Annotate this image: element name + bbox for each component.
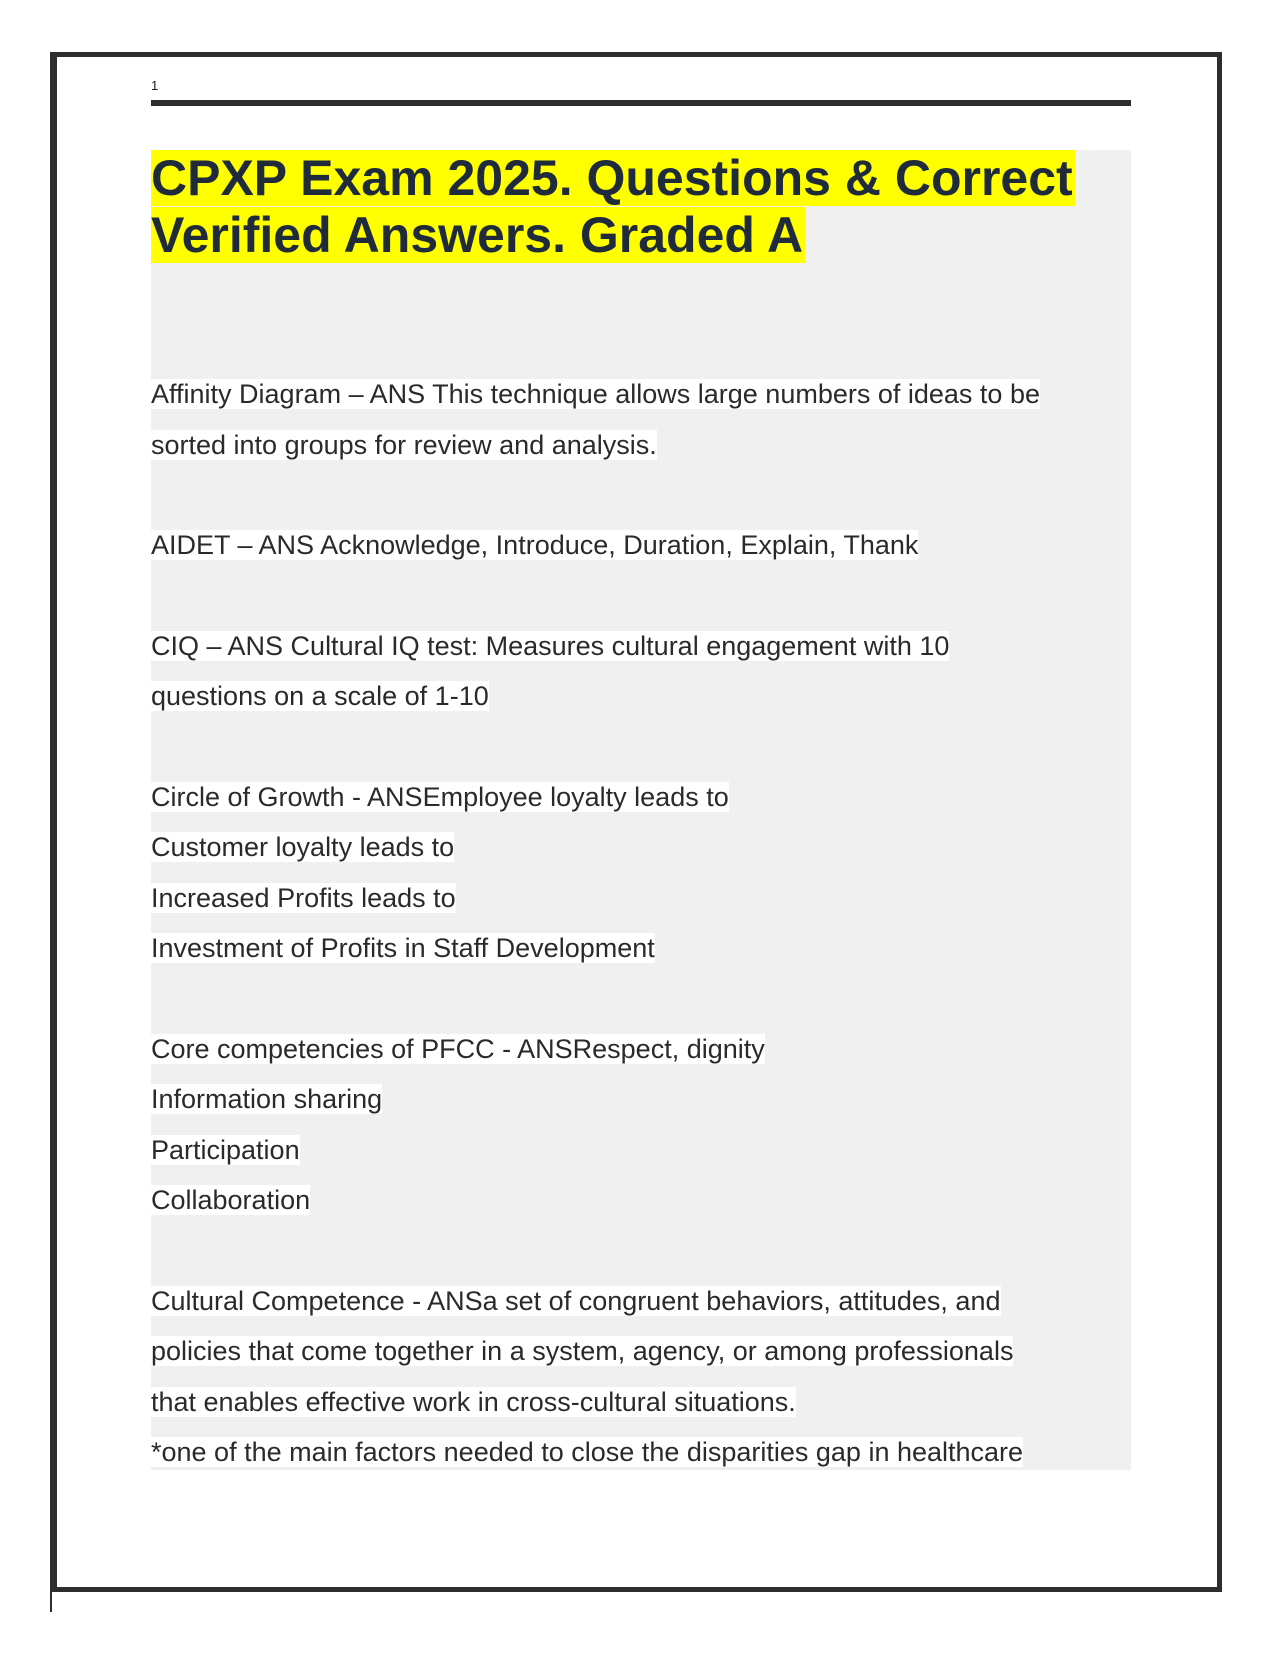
- entry-text: Investment of Profits in Staff Development: [151, 933, 655, 963]
- entry-line: [151, 923, 1131, 974]
- entry-line: [151, 1377, 1131, 1428]
- document-body: [151, 150, 1131, 1470]
- entry-line: [151, 520, 1131, 571]
- qa-entry-cultural-competence: [151, 1276, 1131, 1478]
- entry-text: sorted into groups for review and analysis.: [151, 429, 657, 460]
- entry-text: Information sharing: [151, 1084, 383, 1114]
- entry-text: Increased Profits leads to: [151, 882, 456, 913]
- entry-text: Affinity Diagram – ANS This technique allows large numbers of ideas to be: [151, 379, 1040, 409]
- entry-line: [151, 1125, 1131, 1176]
- qa-entry-core-competencies: [151, 1024, 1131, 1226]
- entry-text: CIQ – ANS Cultural IQ test: Measures cultural engagement with 10: [151, 630, 950, 661]
- qa-entry-circle-of-growth: [151, 772, 1131, 974]
- qa-entries: [151, 369, 1131, 1478]
- entry-text: Collaboration: [151, 1185, 311, 1215]
- document-title-line-1: CPXP Exam 2025. Questions & Correct: [151, 150, 1073, 206]
- document-title-line-2: Verified Answers. Graded A: [151, 207, 804, 263]
- entry-line: [151, 873, 1131, 924]
- entry-text: Circle of Growth - ANSEmployee loyalty leads to: [151, 781, 729, 812]
- entry-line: [151, 671, 1131, 722]
- entry-text: *one of the main factors needed to close the disparities gap in healthcare: [151, 1437, 1024, 1467]
- entry-text: AIDET – ANS Acknowledge, Introduce, Duration, Explain, Thank: [151, 530, 919, 560]
- entry-line: [151, 621, 1131, 672]
- document-title: [151, 150, 1091, 264]
- entry-text: questions on a scale of 1-10: [151, 681, 489, 711]
- entry-line: [151, 1427, 1131, 1478]
- entry-line: [151, 369, 1131, 420]
- page-header: [151, 78, 1131, 106]
- entry-text: policies that come together in a system, agency, or among professionals: [151, 1336, 1014, 1366]
- entry-line: [151, 822, 1131, 873]
- qa-entry-affinity-diagram: [151, 369, 1131, 470]
- qa-entry-aidet: [151, 520, 1131, 571]
- entry-line: [151, 1024, 1131, 1075]
- entry-text: Cultural Competence - ANSa set of congruent behaviors, attitudes, and: [151, 1285, 1001, 1316]
- entry-text: that enables effective work in cross-cultural situations.: [151, 1386, 796, 1417]
- entry-line: [151, 420, 1131, 471]
- entry-line: [151, 1326, 1131, 1377]
- header-divider: [151, 100, 1131, 106]
- entry-line: [151, 772, 1131, 823]
- entry-text: Participation: [151, 1134, 300, 1165]
- entry-text: Core competencies of PFCC - ANSRespect, dignity: [151, 1033, 765, 1064]
- entry-line: [151, 1074, 1131, 1125]
- page-number: 1: [151, 78, 159, 93]
- qa-entry-ciq: [151, 621, 1131, 722]
- entry-text: Customer loyalty leads to: [151, 832, 455, 862]
- entry-line: [151, 1276, 1131, 1327]
- entry-line: [151, 1175, 1131, 1226]
